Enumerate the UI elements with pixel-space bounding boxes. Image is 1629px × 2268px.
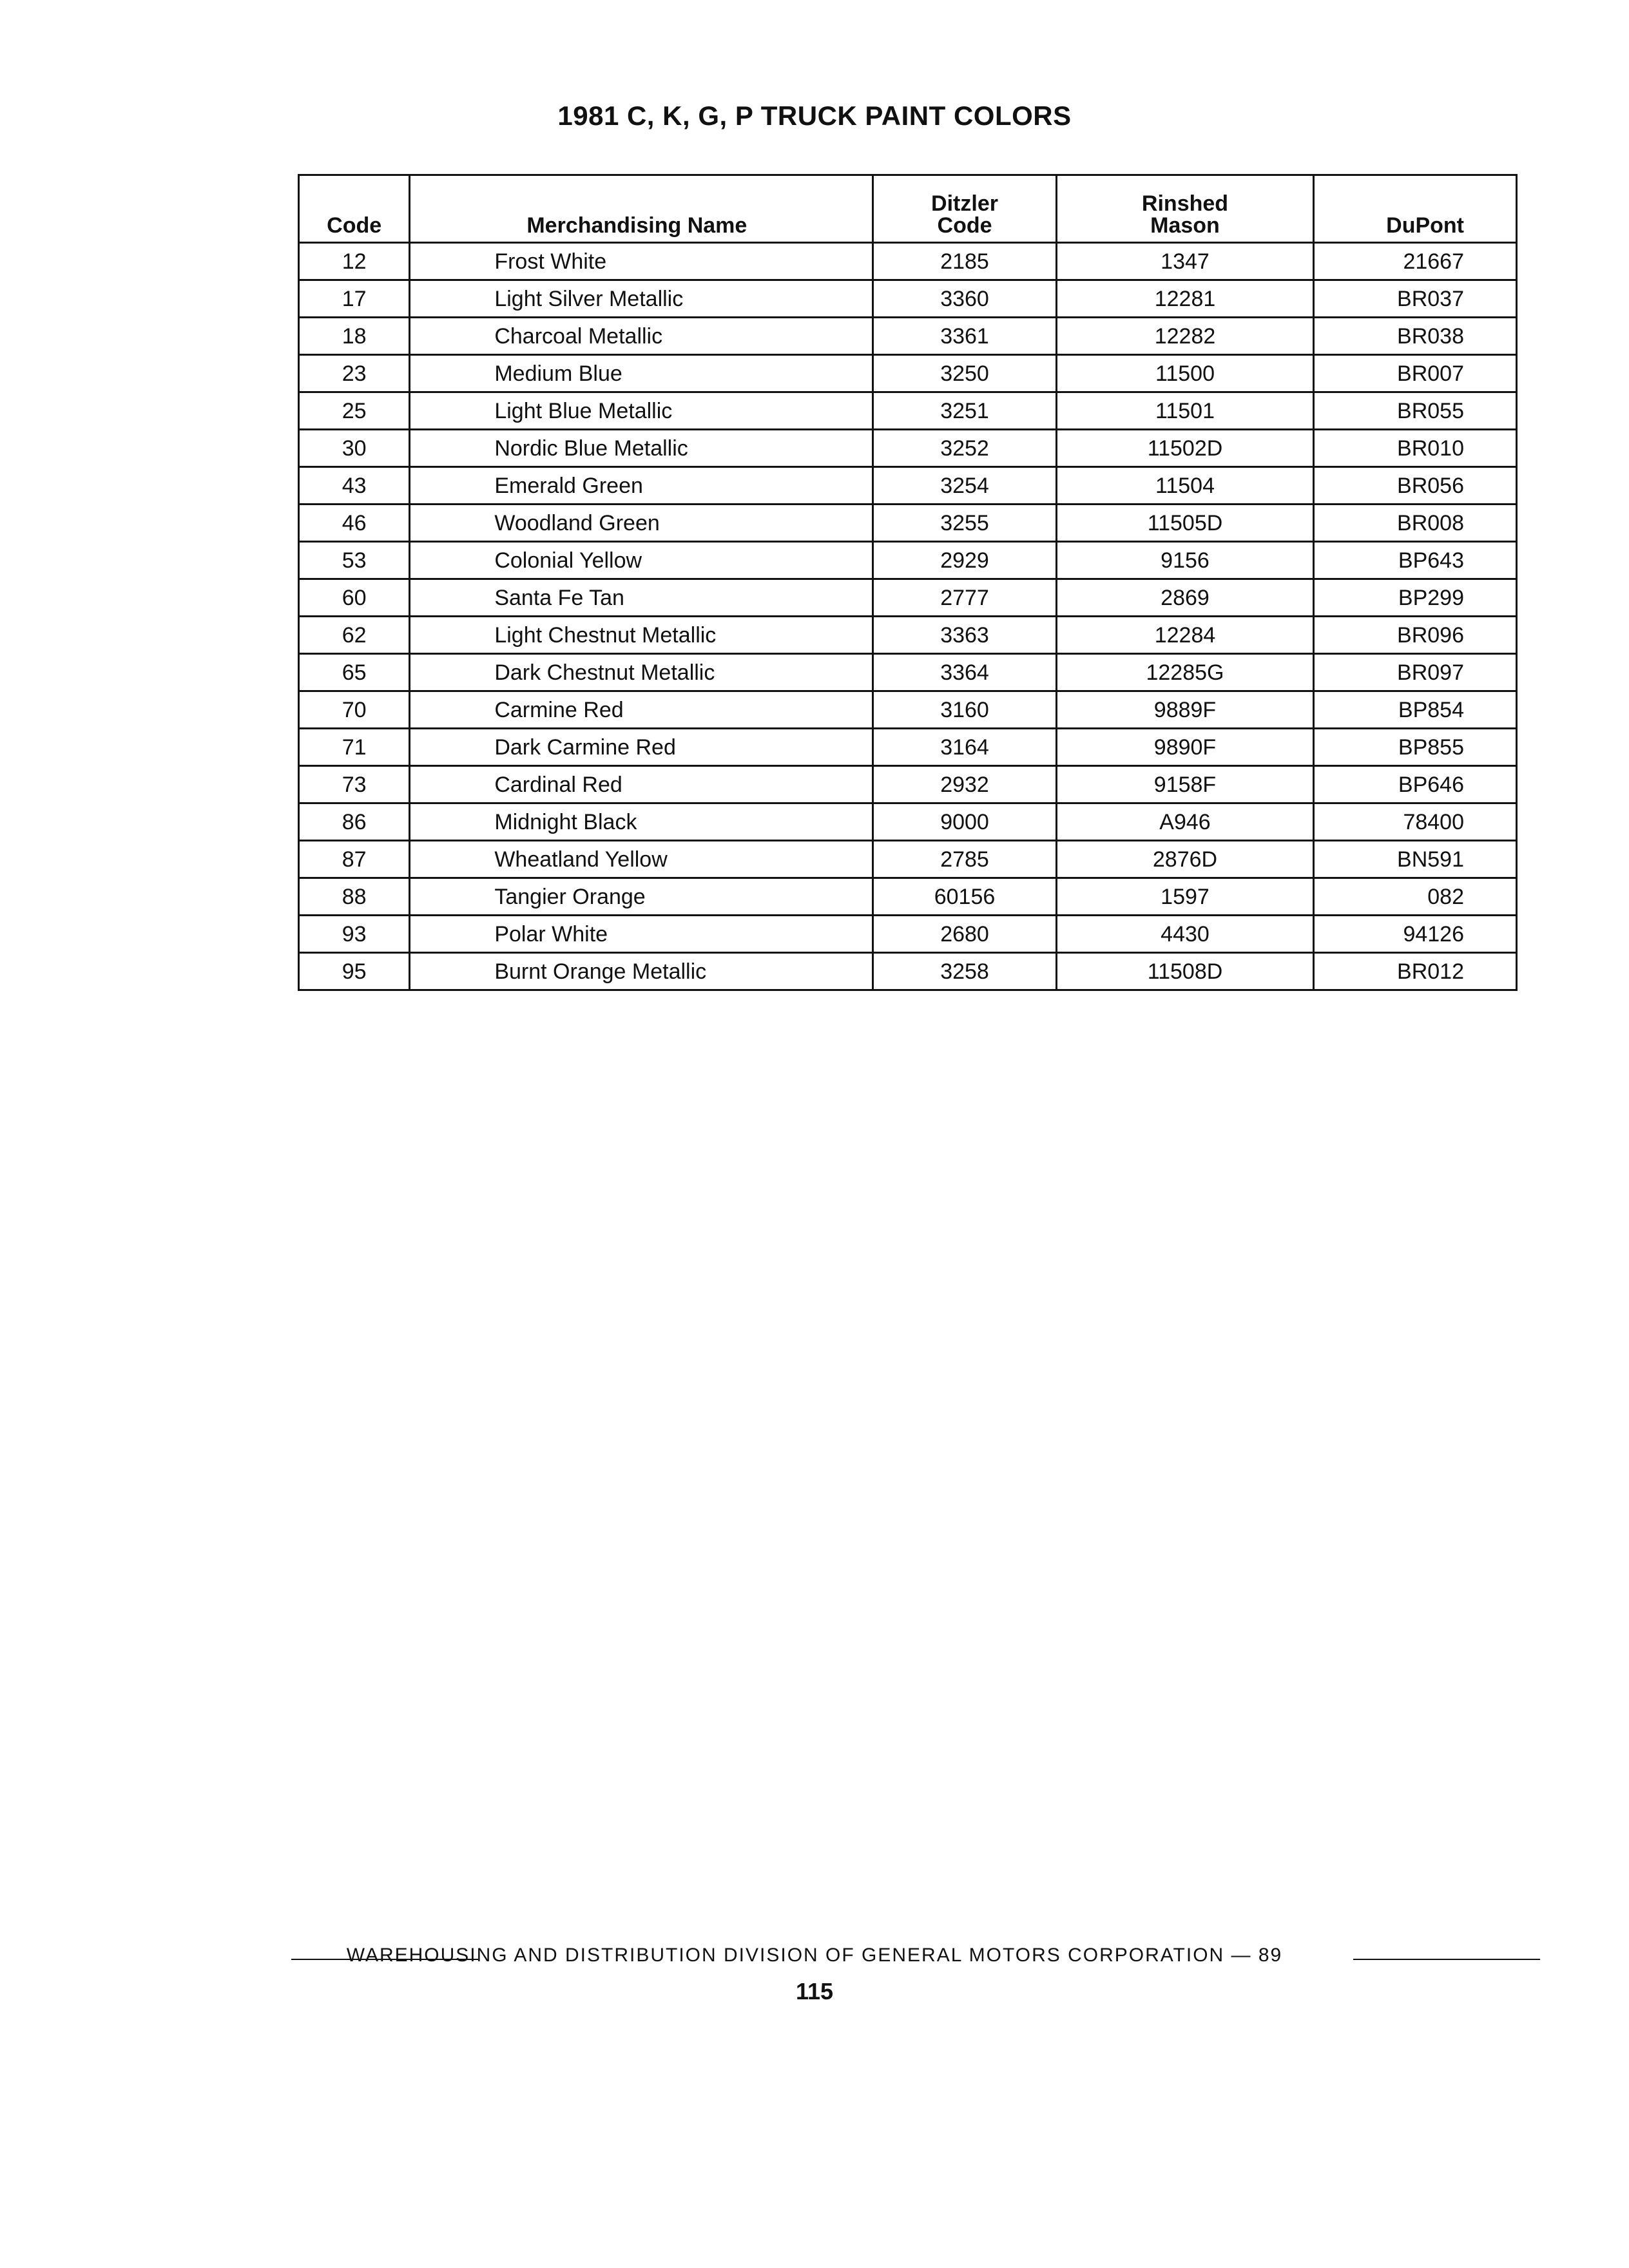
header-rinshed-line1: Rinshed [1141,191,1229,216]
cell-rinshed-mason: 1597 [1056,878,1314,916]
cell-merchandising-name: Light Blue Metallic [410,392,873,430]
cell-dupont: BR038 [1314,318,1517,355]
cell-merchandising-name: Dark Chestnut Metallic [410,654,873,691]
table-row [299,243,1517,280]
cell-dupont: 082 [1314,878,1517,916]
cell-dupont: BR010 [1314,430,1517,467]
table-row [299,841,1517,878]
cell-ditzler-code: 3258 [873,953,1056,990]
table-row [299,654,1517,691]
cell-rinshed-mason: 12285G [1056,654,1314,691]
table-row [299,505,1517,542]
paint-colors-table [298,174,1518,991]
cell-rinshed-mason: 11504 [1056,467,1314,505]
cell-dupont: BR097 [1314,654,1517,691]
cell-ditzler-code: 9000 [873,803,1056,841]
cell-code: 25 [299,392,410,430]
cell-rinshed-mason: 11508D [1056,953,1314,990]
table-row [299,542,1517,579]
cell-ditzler-code: 3364 [873,654,1056,691]
cell-merchandising-name: Light Silver Metallic [410,280,873,318]
cell-merchandising-name: Light Chestnut Metallic [410,617,873,654]
table-row [299,691,1517,729]
cell-dupont: BN591 [1314,841,1517,878]
cell-ditzler-code: 2777 [873,579,1056,617]
cell-ditzler-code: 3164 [873,729,1056,766]
cell-ditzler-code: 60156 [873,878,1056,916]
header-code: Code [299,175,410,243]
table-row [299,878,1517,916]
cell-rinshed-mason: 1347 [1056,243,1314,280]
table-row [299,916,1517,953]
cell-rinshed-mason: 12284 [1056,617,1314,654]
table-row [299,953,1517,990]
cell-dupont: 94126 [1314,916,1517,953]
cell-code: 86 [299,803,410,841]
cell-merchandising-name: Tangier Orange [410,878,873,916]
table-header-row [299,175,1517,243]
cell-code: 70 [299,691,410,729]
table-row [299,766,1517,803]
cell-ditzler-code: 2785 [873,841,1056,878]
cell-ditzler-code: 3250 [873,355,1056,392]
cell-dupont: BR008 [1314,505,1517,542]
cell-dupont: BR096 [1314,617,1517,654]
cell-rinshed-mason: 12282 [1056,318,1314,355]
footer-rule-right [1353,1959,1540,1960]
cell-ditzler-code: 3360 [873,280,1056,318]
cell-code: 46 [299,505,410,542]
cell-merchandising-name: Charcoal Metallic [410,318,873,355]
cell-merchandising-name: Medium Blue [410,355,873,392]
cell-dupont: 78400 [1314,803,1517,841]
table-row [299,355,1517,392]
cell-merchandising-name: Frost White [410,243,873,280]
cell-merchandising-name: Cardinal Red [410,766,873,803]
cell-code: 53 [299,542,410,579]
cell-rinshed-mason: A946 [1056,803,1314,841]
cell-ditzler-code: 3361 [873,318,1056,355]
page-title: 1981 C, K, G, P TRUCK PAINT COLORS [557,101,1072,131]
cell-rinshed-mason: 2876D [1056,841,1314,878]
cell-dupont: BR012 [1314,953,1517,990]
cell-ditzler-code: 3252 [873,430,1056,467]
cell-rinshed-mason: 11500 [1056,355,1314,392]
cell-ditzler-code: 2932 [873,766,1056,803]
cell-merchandising-name: Midnight Black [410,803,873,841]
cell-rinshed-mason: 9156 [1056,542,1314,579]
header-ditzler-line1: Ditzler [931,191,998,216]
cell-rinshed-mason: 4430 [1056,916,1314,953]
table-row [299,617,1517,654]
table-row [299,318,1517,355]
cell-ditzler-code: 3251 [873,392,1056,430]
cell-rinshed-mason: 11502D [1056,430,1314,467]
cell-ditzler-code: 2185 [873,243,1056,280]
cell-ditzler-code: 3160 [873,691,1056,729]
header-merchandising-name: Merchandising Name [410,175,873,243]
cell-dupont: BP643 [1314,542,1517,579]
cell-rinshed-mason: 9889F [1056,691,1314,729]
table-row [299,280,1517,318]
cell-rinshed-mason: 2869 [1056,579,1314,617]
cell-ditzler-code: 2680 [873,916,1056,953]
cell-merchandising-name: Dark Carmine Red [410,729,873,766]
table-row [299,467,1517,505]
cell-merchandising-name: Colonial Yellow [410,542,873,579]
cell-dupont: 21667 [1314,243,1517,280]
cell-dupont: BP854 [1314,691,1517,729]
cell-code: 88 [299,878,410,916]
cell-merchandising-name: Burnt Orange Metallic [410,953,873,990]
table-row [299,729,1517,766]
cell-code: 17 [299,280,410,318]
cell-merchandising-name: Carmine Red [410,691,873,729]
cell-code: 43 [299,467,410,505]
cell-merchandising-name: Emerald Green [410,467,873,505]
cell-merchandising-name: Polar White [410,916,873,953]
header-dupont: DuPont [1314,175,1517,243]
header-rinshed-mason [1056,175,1314,243]
cell-merchandising-name: Santa Fe Tan [410,579,873,617]
cell-code: 73 [299,766,410,803]
cell-code: 18 [299,318,410,355]
cell-dupont: BP299 [1314,579,1517,617]
table-row [299,392,1517,430]
cell-code: 93 [299,916,410,953]
cell-rinshed-mason: 9158F [1056,766,1314,803]
cell-code: 60 [299,579,410,617]
cell-ditzler-code: 3363 [873,617,1056,654]
header-ditzler-code [873,175,1056,243]
cell-dupont: BR007 [1314,355,1517,392]
cell-rinshed-mason: 9890F [1056,729,1314,766]
cell-merchandising-name: Wheatland Yellow [410,841,873,878]
cell-code: 30 [299,430,410,467]
table-row [299,579,1517,617]
cell-merchandising-name: Nordic Blue Metallic [410,430,873,467]
cell-dupont: BP855 [1314,729,1517,766]
cell-code: 23 [299,355,410,392]
cell-ditzler-code: 3255 [873,505,1056,542]
cell-ditzler-code: 3254 [873,467,1056,505]
cell-rinshed-mason: 11505D [1056,505,1314,542]
cell-code: 62 [299,617,410,654]
cell-code: 65 [299,654,410,691]
table-row [299,803,1517,841]
cell-code: 71 [299,729,410,766]
cell-dupont: BR055 [1314,392,1517,430]
cell-dupont: BR056 [1314,467,1517,505]
cell-rinshed-mason: 11501 [1056,392,1314,430]
cell-dupont: BR037 [1314,280,1517,318]
cell-merchandising-name: Woodland Green [410,505,873,542]
footer-text: WAREHOUSING AND DISTRIBUTION DIVISION OF GENERAL MOTORS CORPORATION — 89 [346,1945,1283,1966]
header-rinshed-line2: Mason [1150,213,1220,238]
cell-ditzler-code: 2929 [873,542,1056,579]
cell-rinshed-mason: 12281 [1056,280,1314,318]
cell-code: 87 [299,841,410,878]
header-ditzler-line2: Code [937,213,992,238]
cell-code: 95 [299,953,410,990]
cell-code: 12 [299,243,410,280]
page-number: 115 [795,1978,834,2004]
cell-dupont: BP646 [1314,766,1517,803]
table-row [299,430,1517,467]
